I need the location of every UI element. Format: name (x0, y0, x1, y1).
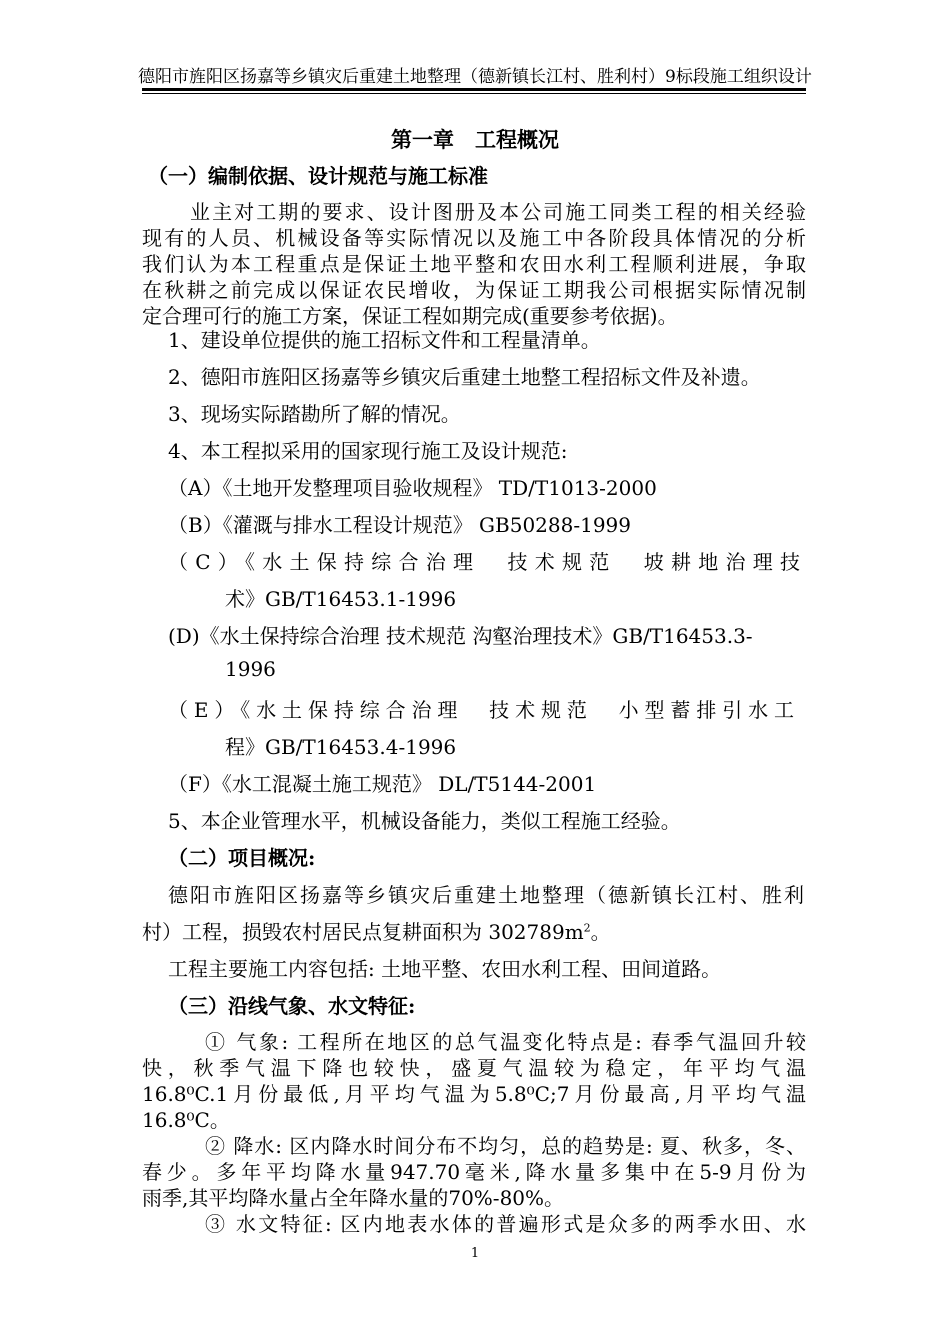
section-heading-1: （一）编制依据、设计规范与施工标准 (148, 164, 488, 188)
standard-item-cont: 术》GB/T16453.1-1996 (225, 587, 457, 611)
standard-item: （C）《水土保持综合治理 技术规范 坡耕地治理技 (168, 550, 800, 574)
standard-item: （F）《水工混凝土施工规范》 DL/T5144-2001 (168, 772, 597, 796)
project-line: 工程主要施工内容包括: 土地平整、农田水利工程、田间道路。 (168, 957, 722, 981)
standard-item: （B）《灌溉与排水工程设计规范》 GB50288-1999 (168, 513, 632, 537)
weather-line: 16.8⁰C.1月份最低,月平均气温为5.8⁰C;7月份最高,月平均气温 (142, 1082, 806, 1106)
standard-item-cont: 程》GB/T16453.4-1996 (225, 735, 457, 759)
list-item: 2、德阳市旌阳区扬嘉等乡镇灾后重建土地整工程招标文件及补遗。 (168, 365, 761, 389)
list-item: 3、现场实际踏勘所了解的情况。 (168, 402, 461, 426)
para-line: 我们认为本工程重点是保证土地平整和农田水利工程顺利进展，争取 (142, 252, 806, 276)
hydro-line: ③ 水文特征: 区内地表水体的普遍形式是众多的两季水田、水 (205, 1212, 806, 1236)
section-heading-2: （二）项目概况: (168, 846, 316, 870)
para-line: 定合理可行的施工方案，保证工程如期完成(重要参考依据)。 (142, 304, 678, 328)
project-line: 村）工程，损毁农村居民点复耕面积为 $302789m^2$。 (142, 920, 611, 944)
para-line: 业主对工期的要求、设计图册及本公司施工同类工程的相关经验 (190, 200, 806, 224)
chapter-title: 第一章 工程概况 (391, 127, 559, 152)
header-rule (142, 88, 806, 91)
weather-line: ① 气象: 工程所在地区的总气温变化特点是: 春季气温回升较 (205, 1030, 806, 1054)
rain-line: ② 降水: 区内降水时间分布不均匀，总的趋势是: 夏、秋多，冬、 (205, 1134, 806, 1158)
weather-line: 快，秋季气温下降也较快，盛夏气温较为稳定，年平均气温 (142, 1056, 806, 1080)
section-heading-3: （三）沿线气象、水文特征: (168, 994, 416, 1018)
project-line: 德阳市旌阳区扬嘉等乡镇灾后重建土地整理（德新镇长江村、胜利 (168, 883, 804, 907)
standard-item: （A）《土地开发整理项目验收规程》 TD/T1013-2000 (168, 476, 657, 500)
rain-line: 春少。多年平均降水量947.70毫米,降水量多集中在5-9月份为 (142, 1160, 806, 1184)
list-item: 1、建设单位提供的施工招标文件和工程量清单。 (168, 328, 601, 352)
rain-line: 雨季,其平均降水量占全年降水量的70%-80%。 (142, 1186, 565, 1210)
standard-item-cont: 1996 (225, 657, 276, 681)
para-line: 现有的人员、机械设备等实际情况以及施工中各阶段具体情况的分析 (142, 226, 806, 250)
para-line: 在秋耕之前完成以保证农民增收，为保证工期我公司根据实际情况制 (142, 278, 806, 302)
standard-item: (D)《水土保持综合治理 技术规范 沟壑治理技术》GB/T16453.3- (168, 624, 753, 648)
standard-item: （E）《水土保持综合治理 技术规范 小型蓄排引水工 (168, 698, 794, 722)
weather-line: 16.8⁰C。 (142, 1108, 230, 1132)
running-header: 德阳市旌阳区扬嘉等乡镇灾后重建土地整理（德新镇长江村、胜利村）9标段施工组织设计 (138, 67, 812, 87)
list-item: 5、本企业管理水平，机械设备能力，类似工程施工经验。 (168, 809, 681, 833)
header-rule-thin (142, 93, 806, 94)
list-item: 4、本工程拟采用的国家现行施工及设计规范: (168, 439, 568, 463)
page-number: 1 (470, 1246, 480, 1261)
